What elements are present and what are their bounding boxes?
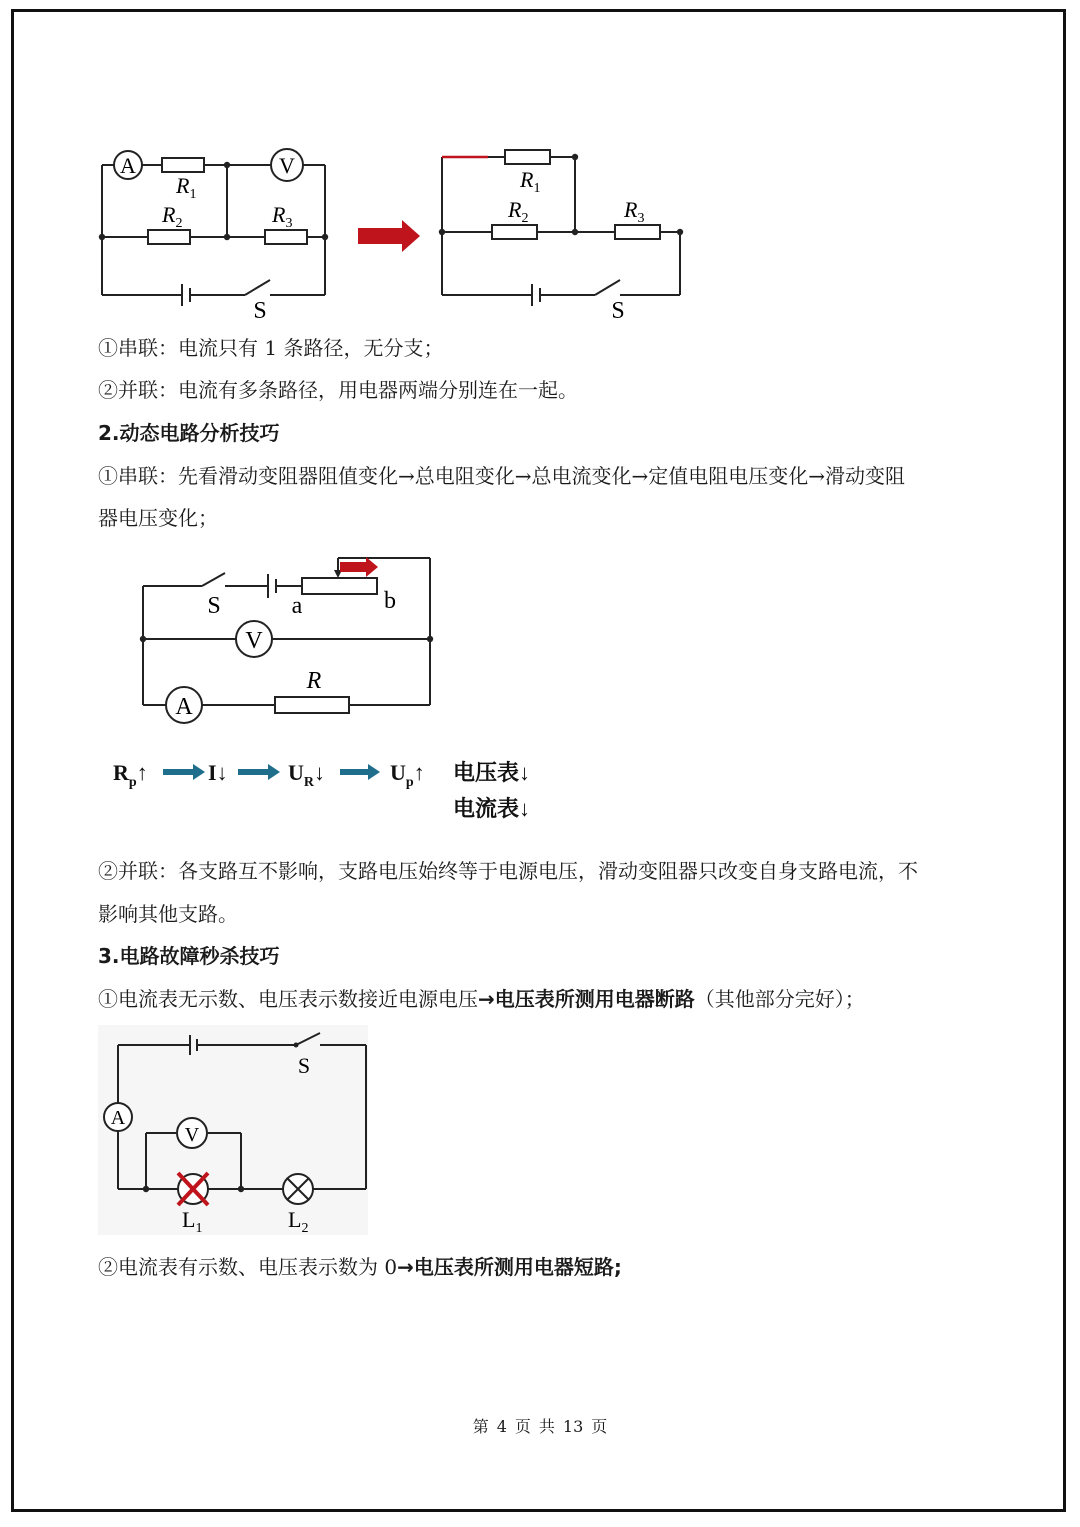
fault-rule-1-condition: ①电流表无示数、电压表示数接近电源电压 — [98, 987, 478, 1011]
footer-text: 第 — [472, 1417, 489, 1436]
circuit-figure-1 — [90, 140, 700, 330]
fault-rule-2 — [98, 1254, 622, 1280]
voltmeter-label: V — [279, 153, 295, 178]
ur-symbol: U — [288, 760, 304, 785]
svg-text:R1 — [175, 173, 196, 202]
r3-sub: 3 — [285, 216, 293, 231]
change-chain — [108, 752, 568, 832]
fault-rule-1-conclusion: →电压表所测用电器断路 — [478, 987, 695, 1011]
current-page-number: 4 — [496, 1417, 507, 1436]
r3-label: R — [272, 202, 286, 227]
footer-text: 页 — [591, 1417, 608, 1436]
svg-text:R1 — [519, 167, 540, 196]
r1-label: R — [176, 173, 190, 198]
terminal-a-label: a — [291, 593, 303, 619]
transform-arrow-icon — [358, 220, 420, 252]
parallel-dynamic-line-1: ②并联：各支路互不影响，支路电压始终等于电源电压，滑动变阻器只改变自身支路电流，不 — [98, 859, 918, 883]
footer-text: 页 — [514, 1417, 531, 1436]
l1-label: L — [182, 1207, 196, 1232]
voltmeter-result: 电压表↓ — [453, 760, 531, 785]
ammeter-label-3: A — [110, 1107, 126, 1129]
svg-text:I↓ — [208, 760, 228, 785]
up-arrow: ↑ — [413, 760, 425, 785]
switch-label-3: S — [297, 1053, 311, 1078]
ammeter-label-2: A — [175, 694, 193, 720]
up-subscript: p — [405, 775, 414, 790]
l1-sub: 1 — [195, 1221, 203, 1235]
r1-right-label: R — [520, 167, 534, 192]
parallel-definition: ②并联：电流有多条路径，用电器两端分别连在一起。 — [98, 378, 578, 402]
svg-text:UR↓ — [288, 760, 325, 790]
svg-text:Up↑ — [390, 760, 425, 790]
fault-rule-2-condition: ②电流表有示数、电压表示数为 0 — [98, 1255, 398, 1279]
r2-sub: 2 — [175, 216, 183, 231]
r1-sub: 1 — [189, 187, 197, 202]
total-page-number: 13 — [562, 1417, 584, 1436]
r3-right-label: R — [624, 197, 638, 222]
r2-label: R — [162, 202, 176, 227]
voltmeter-label-2: V — [245, 628, 263, 654]
heading-fault: 3.电路故障秒杀技巧 — [98, 944, 280, 968]
current-arrow: ↓ — [216, 760, 228, 785]
resistor-r-label: R — [306, 668, 322, 694]
r3-right-sub: 3 — [637, 211, 645, 226]
r2-right-label: R — [508, 197, 522, 222]
l2-label: L — [288, 1207, 302, 1232]
svg-text:R2 — [161, 202, 182, 231]
fault-rule-1 — [98, 986, 865, 1012]
switch-label-2: S — [207, 593, 221, 619]
circuit-figure-2 — [130, 548, 450, 728]
ammeter-label: A — [120, 153, 136, 178]
r1-right-sub: 1 — [533, 181, 541, 196]
footer-text: 共 — [538, 1417, 555, 1436]
circuit-figure-3 — [98, 1025, 368, 1235]
chain-arrow-icon — [238, 764, 280, 780]
chain-arrow-icon — [163, 764, 205, 780]
svg-text:R2 — [507, 197, 528, 226]
voltmeter-label-3: V — [184, 1124, 200, 1146]
ammeter-result: 电流表↓ — [453, 796, 531, 821]
fault-rule-2-conclusion: →电压表所测用电器短路; — [397, 1255, 622, 1279]
rp-symbol: R — [113, 760, 129, 785]
ur-subscript: R — [303, 775, 315, 790]
page-footer — [0, 1416, 1080, 1438]
svg-text:Rp↑ — [113, 760, 148, 790]
series-dynamic-line-2: 器电压变化； — [98, 506, 218, 530]
series-dynamic-line-1: ①串联：先看滑动变阻器阻值变化→总电阻变化→总电流变化→定值电阻电压变化→滑动变阻 — [98, 464, 906, 488]
current-symbol: I — [208, 760, 217, 785]
fault-rule-1-note: （其他部分完好）； — [694, 987, 865, 1011]
switch-right-label: S — [611, 298, 625, 324]
up-symbol: U — [390, 760, 406, 785]
rp-subscript: p — [128, 775, 137, 790]
series-definition: ①串联：电流只有 1 条路径，无分支； — [98, 336, 444, 360]
chain-arrow-icon — [340, 764, 380, 780]
switch-label: S — [253, 298, 267, 324]
slider-move-arrow-icon — [340, 557, 378, 577]
l2-sub: 2 — [301, 1221, 309, 1235]
terminal-b-label: b — [384, 588, 396, 614]
svg-text:R3 — [623, 197, 644, 226]
heading-dynamic-circuit: 2.动态电路分析技巧 — [98, 421, 280, 445]
parallel-dynamic-line-2: 影响其他支路。 — [98, 902, 238, 926]
svg-text:R3 — [271, 202, 292, 231]
rp-arrow: ↑ — [136, 760, 148, 785]
ur-arrow: ↓ — [314, 760, 326, 785]
r2-right-sub: 2 — [521, 211, 529, 226]
